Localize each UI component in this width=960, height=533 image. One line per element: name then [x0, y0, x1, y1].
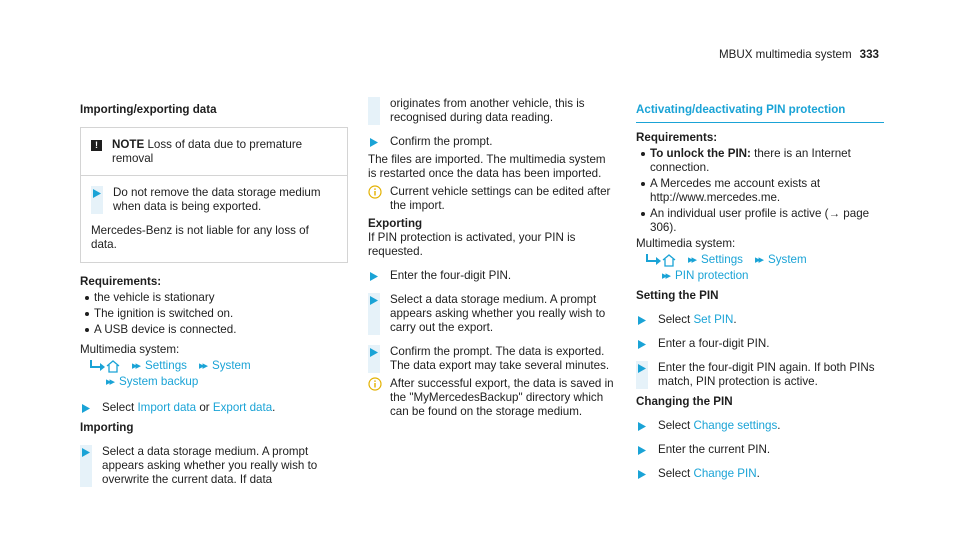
list-item: To unlock the PIN: there is an Internet connection.: [636, 147, 884, 175]
note-text: Mercedes-Benz is not liable for any loss of data.: [91, 224, 309, 251]
column-2: [368, 0, 616, 419]
note-divider: [81, 175, 347, 176]
step-select-change-settings: Select Change settings.: [636, 419, 884, 433]
home-icon: [662, 254, 676, 267]
chevron-right-icon: ▸▸: [662, 270, 670, 282]
list-item: The ignition is switched on.: [80, 307, 348, 321]
step-confirm-2: Confirm the prompt. The data is exported. The data export may take several minutes.: [368, 345, 616, 373]
section-heading-pin-protection: Activating/deactivating PIN protection: [636, 103, 884, 123]
nav-start-icon: [644, 254, 662, 266]
step-arrow-icon: [636, 313, 648, 327]
step-select-change-pin: Select Change PIN.: [636, 467, 884, 481]
nav-pin-protection: PIN protection: [675, 269, 749, 282]
exporting-heading: Exporting: [368, 217, 423, 230]
setting-pin-heading: Setting the PIN: [636, 289, 719, 302]
step-select-medium: Select a data storage medium. A prompt appears asking whether you really wish to carry out the export.: [368, 293, 616, 335]
step-confirm-1: Confirm the prompt.: [368, 135, 616, 149]
warning-icon: !: [91, 140, 102, 151]
info-icon: [368, 377, 382, 391]
nav-path: [80, 359, 348, 373]
multimedia-label: Multimedia system:: [80, 343, 180, 356]
nav-path-line-2: [636, 269, 884, 283]
nav-path: [636, 253, 884, 267]
list-item: An individual user profile is active (→ page 306).: [636, 207, 884, 235]
step-select-import-export: Select Import data or Export data.: [80, 401, 348, 415]
note-label: NOTE: [112, 138, 145, 151]
chevron-right-icon: ▸▸: [688, 254, 696, 266]
set-pin-option: Set PIN: [693, 313, 734, 326]
note-header: [91, 138, 337, 166]
step-arrow-icon: [368, 135, 380, 149]
column-3: [636, 0, 884, 481]
info-note-2: After successful export, the data is saved in the "MyMercedesBackup" directory which can be found on the storage medium.: [368, 377, 616, 419]
requirements-heading: Requirements:: [80, 275, 162, 288]
change-pin-option: Change PIN: [693, 467, 757, 480]
chevron-right-icon: ▸▸: [132, 360, 140, 372]
step-enter-pin: Enter a four-digit PIN.: [636, 337, 884, 351]
list-item: A USB device is connected.: [80, 323, 348, 337]
step-arrow-icon: [636, 361, 648, 389]
note-title: Loss of data due to premature removal: [112, 138, 303, 165]
nav-settings: Settings: [701, 253, 743, 266]
step-arrow-icon: [636, 467, 648, 481]
step-arrow-icon: [368, 293, 380, 335]
step-arrow-icon: [636, 443, 648, 457]
note-step: Do not remove the data storage medium when data is being exported.: [91, 186, 337, 214]
list-item: A Mercedes me account exists at http://www.mercedes.me.: [636, 177, 884, 205]
nav-path-line-2: [80, 375, 348, 389]
multimedia-label: Multimedia system:: [636, 237, 736, 250]
exporting-text: If PIN protection is activated, your PIN is requested.: [368, 231, 576, 258]
export-data-option: Export data: [212, 401, 273, 414]
chevron-right-icon: ▸▸: [754, 254, 762, 266]
section-heading-import-export: Importing/exporting data: [80, 103, 217, 116]
step-arrow-icon: [80, 445, 92, 487]
header-title: MBUX multimedia system: [718, 48, 852, 61]
step-arrow-icon: [636, 419, 648, 433]
page-number: 333: [859, 48, 879, 61]
info-note-1: Current vehicle settings can be edited after the import.: [368, 185, 616, 213]
nav-system-backup: System backup: [119, 375, 199, 388]
step-select-set-pin: Select Set PIN.: [636, 313, 884, 327]
step-arrow-icon: [368, 345, 380, 373]
nav-start-icon: [88, 360, 106, 372]
step-importing-cont: originates from another vehicle, this is recognised during data reading.: [368, 97, 616, 125]
requirements-list: [636, 147, 884, 235]
chevron-right-icon: ▸▸: [106, 376, 114, 388]
step-arrow-icon: [91, 186, 103, 214]
note-box: [80, 127, 348, 263]
nav-settings: Settings: [145, 359, 187, 372]
step-enter-current-pin: Enter the current PIN.: [636, 443, 884, 457]
requirements-heading: Requirements:: [636, 131, 718, 144]
step-enter-pin-again: Enter the four-digit PIN again. If both PINs match, PIN protection is active.: [636, 361, 884, 389]
import-data-option: Import data: [137, 401, 197, 414]
step-arrow-icon: [636, 337, 648, 351]
list-item: the vehicle is stationary: [80, 291, 348, 305]
step-importing-1: Select a data storage medium. A prompt appears asking whether you really wish to overwrite the current data. If data: [80, 445, 348, 487]
step-enter-pin: Enter the four-digit PIN.: [368, 269, 616, 283]
column-1: [80, 0, 348, 487]
files-imported-text: The files are imported. The multimedia system is restarted once the data has been imported.: [368, 153, 606, 180]
info-icon: [368, 185, 382, 199]
home-icon: [106, 360, 120, 373]
nav-system: System: [212, 359, 251, 372]
nav-system: System: [768, 253, 807, 266]
step-arrow-icon: [80, 401, 92, 415]
changing-pin-heading: Changing the PIN: [636, 395, 733, 408]
change-settings-option: Change settings: [693, 419, 778, 432]
requirements-list: [80, 291, 348, 337]
chevron-right-icon: ▸▸: [198, 360, 206, 372]
step-arrow-icon: [368, 269, 380, 283]
importing-heading: Importing: [80, 421, 134, 434]
